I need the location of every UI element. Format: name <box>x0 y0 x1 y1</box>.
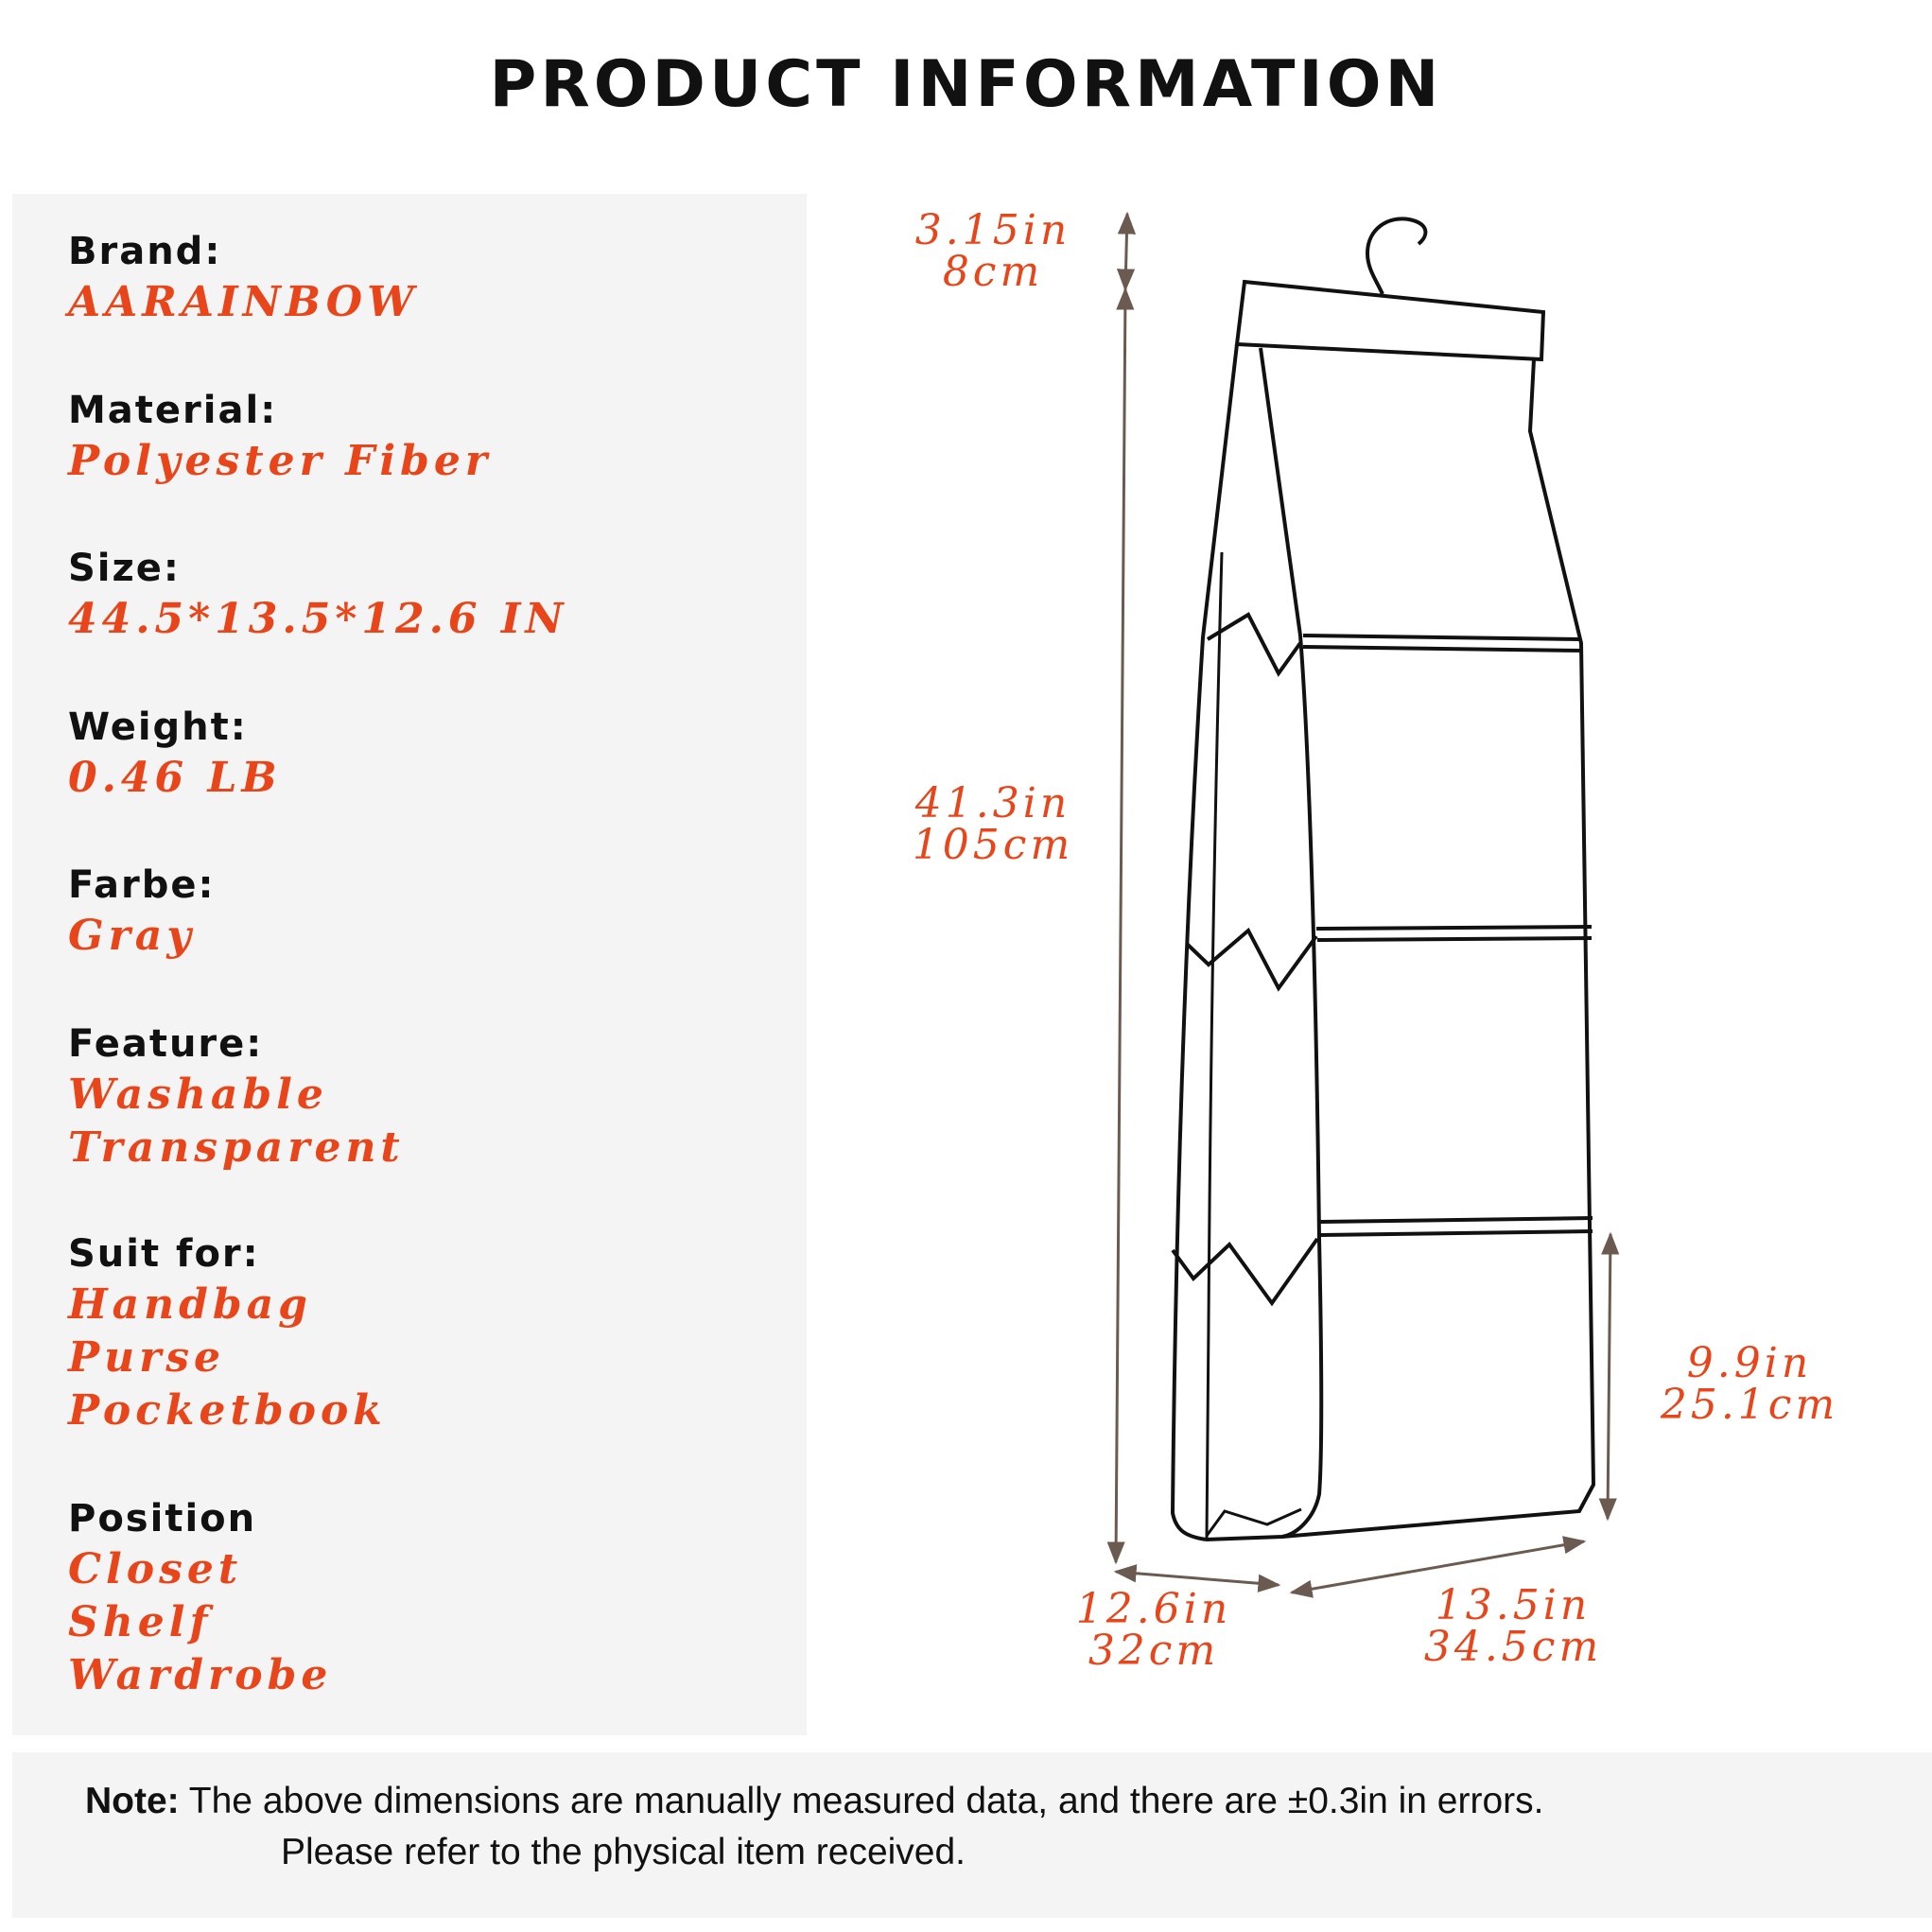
dim-in: 9.9in <box>1686 1339 1813 1387</box>
spec-label: Position <box>68 1497 257 1540</box>
spec-value: Transparent <box>68 1123 405 1172</box>
note-line <box>85 1781 1544 1822</box>
page-title: PRODUCT INFORMATION <box>489 47 1443 122</box>
dim-in: 3.15in <box>914 206 1071 254</box>
dim-cm: 34.5cm <box>1423 1623 1603 1671</box>
shelf-line <box>1316 927 1592 940</box>
dim-width <box>1371 1581 1655 1671</box>
zigzag-edge <box>1173 1239 1317 1303</box>
note-line-2: Please refer to the physical item received. <box>281 1832 966 1872</box>
zigzag-edge <box>1208 615 1300 673</box>
dim-arrow-hanger <box>1125 214 1127 289</box>
dim-in: 12.6in <box>1075 1585 1232 1633</box>
spec-label: Suit for: <box>68 1232 260 1276</box>
spec-value: Purse <box>68 1333 226 1382</box>
dim-arrow-height <box>1116 289 1125 1562</box>
organizer-back-panel <box>1282 359 1593 1537</box>
spec-label: Farbe: <box>68 863 216 907</box>
dim-cm: 8cm <box>942 248 1044 296</box>
spec-value: Closet <box>68 1545 243 1593</box>
spec-label: Feature: <box>68 1022 264 1066</box>
spec-label: Weight: <box>68 705 248 749</box>
dim-in: 41.3in <box>914 779 1071 827</box>
shelf-line <box>1320 1218 1593 1235</box>
dim-arrow-pocket <box>1608 1234 1610 1519</box>
note-label: Note: <box>85 1781 180 1821</box>
organizer-inner-fold <box>1207 552 1222 1540</box>
organizer-header <box>1237 282 1543 359</box>
zigzag-edge <box>1207 1509 1301 1536</box>
spec-value: Wardrobe <box>68 1651 333 1699</box>
spec-value: 44.5*13.5*12.6 IN <box>68 595 568 643</box>
organizer-left-edge <box>1173 344 1237 1540</box>
spec-value: Shelf <box>68 1598 213 1646</box>
dim-pocket <box>1627 1339 1872 1429</box>
spec-value: AARAINBOW <box>68 278 419 326</box>
spec-label: Size: <box>68 547 181 590</box>
dim-height <box>870 779 1116 869</box>
spec-value: Pocketbook <box>68 1386 387 1435</box>
dim-cm: 32cm <box>1088 1627 1220 1675</box>
hanger-hook-icon <box>1367 218 1425 294</box>
dim-depth <box>1031 1585 1277 1675</box>
spec-value: Washable <box>68 1070 328 1119</box>
spec-value: Polyester Fiber <box>68 437 493 485</box>
shelf-line <box>1303 635 1583 651</box>
dim-in: 13.5in <box>1435 1581 1592 1629</box>
spec-label: Material: <box>68 389 278 432</box>
dim-hanger <box>870 206 1116 296</box>
spec-value: Handbag <box>68 1280 312 1329</box>
organizer-front-edge <box>1206 348 1321 1540</box>
spec-value: Gray <box>68 912 196 960</box>
dim-cm: 25.1cm <box>1660 1381 1839 1429</box>
note-text: The above dimensions are manually measured data, and there are ±0.3in in errors. <box>179 1781 1544 1821</box>
dim-cm: 105cm <box>912 821 1074 869</box>
spec-value: 0.46 LB <box>68 754 282 802</box>
spec-label: Brand: <box>68 230 222 273</box>
dim-arrow-depth <box>1116 1572 1279 1585</box>
zigzag-edge <box>1187 931 1316 988</box>
